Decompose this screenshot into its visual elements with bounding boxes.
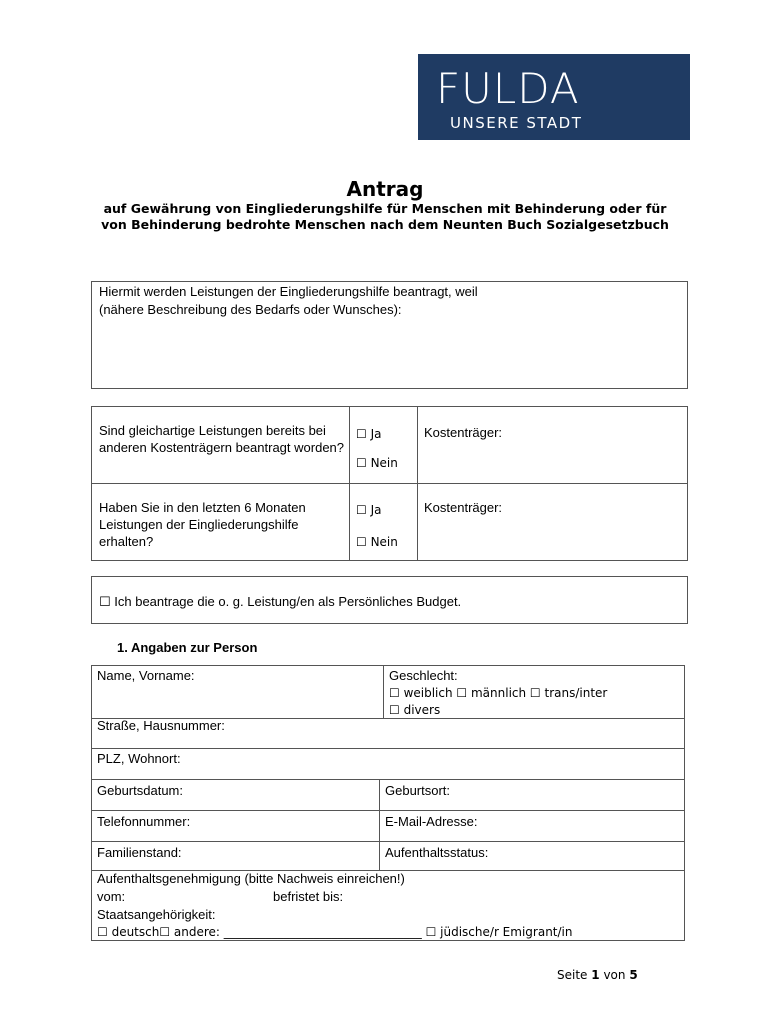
request-description-box[interactable]	[91, 281, 688, 389]
logo-subtitle: UNSERE STADT	[450, 114, 583, 132]
page-number	[557, 968, 638, 982]
page-total: 5	[629, 968, 638, 982]
fulda-logo	[418, 54, 690, 140]
residence-permit-label: Aufenthaltsgenehmigung (bitte Nachweis einreichen!)	[97, 871, 405, 886]
citizenship-options[interactable]: ☐ deutsch☐ andere: _________________________________ ☐ jüdische/r Emigrant/in	[97, 925, 573, 939]
permit-from-field[interactable]: vom:	[97, 889, 126, 904]
request-line-1: Hiermit werden Leistungen der Eingliederungshilfe beantragt, weil	[99, 284, 478, 299]
logo-wordmark: FULDA	[436, 64, 580, 113]
residence-status-field[interactable]: Aufenthaltsstatus:	[385, 845, 489, 860]
permit-until-field[interactable]: befristet bis:	[273, 889, 344, 904]
section-1-heading: 1. Angaben zur Person	[117, 640, 258, 655]
gender-divers-checkbox[interactable]: ☐ divers	[389, 703, 441, 717]
citizenship-label: Staatsangehörigkeit:	[97, 907, 216, 922]
person-table	[91, 665, 685, 941]
personal-budget-checkbox[interactable]: ☐ Ich beantrage die o. g. Leistung/en als Persönliches Budget.	[99, 594, 462, 609]
question-1-payer-label[interactable]: Kostenträger:	[424, 425, 503, 440]
gender-options[interactable]: ☐ weiblich ☐ männlich ☐ trans/inter	[389, 686, 608, 700]
prior-benefits-table	[91, 406, 688, 561]
question-1-text: Sind gleichartige Leistungen bereits bei anderen Kostenträgern beantragt worden?	[99, 423, 345, 455]
page-mid: von	[603, 968, 626, 982]
page-prefix: Seite	[557, 968, 588, 982]
page-current: 1	[591, 968, 600, 982]
personal-budget-box	[91, 576, 688, 624]
question-1-yes-checkbox[interactable]: ☐ Ja	[356, 427, 382, 441]
family-status-field[interactable]: Familienstand:	[97, 845, 182, 860]
plz-field[interactable]: PLZ, Wohnort:	[97, 751, 181, 766]
question-2-no-checkbox[interactable]: ☐ Nein	[356, 535, 398, 549]
street-field[interactable]: Straße, Hausnummer:	[97, 718, 225, 733]
question-1-no-checkbox[interactable]: ☐ Nein	[356, 456, 398, 470]
email-field[interactable]: E-Mail-Adresse:	[385, 814, 478, 829]
request-line-2: (nähere Beschreibung des Bedarfs oder Wunsches):	[99, 302, 402, 317]
birthplace-field[interactable]: Geburtsort:	[385, 783, 451, 798]
gender-label: Geschlecht:	[389, 668, 458, 683]
phone-field[interactable]: Telefonnummer:	[97, 814, 191, 829]
birthdate-field[interactable]: Geburtsdatum:	[97, 783, 183, 798]
question-2-payer-label[interactable]: Kostenträger:	[424, 500, 503, 515]
document-subtitle: auf Gewährung von Eingliederungshilfe für Menschen mit Behinderung oder für von Behinderung bedrohte Menschen nach dem Neunten Buch Sozialgesetzbuch	[101, 201, 669, 232]
question-2-yes-checkbox[interactable]: ☐ Ja	[356, 503, 382, 517]
document-title: Antrag	[346, 177, 424, 201]
question-2-text: Haben Sie in den letzten 6 Monaten Leistungen der Eingliederungshilfe erhalten?	[99, 500, 306, 549]
name-field[interactable]: Name, Vorname:	[97, 668, 195, 683]
